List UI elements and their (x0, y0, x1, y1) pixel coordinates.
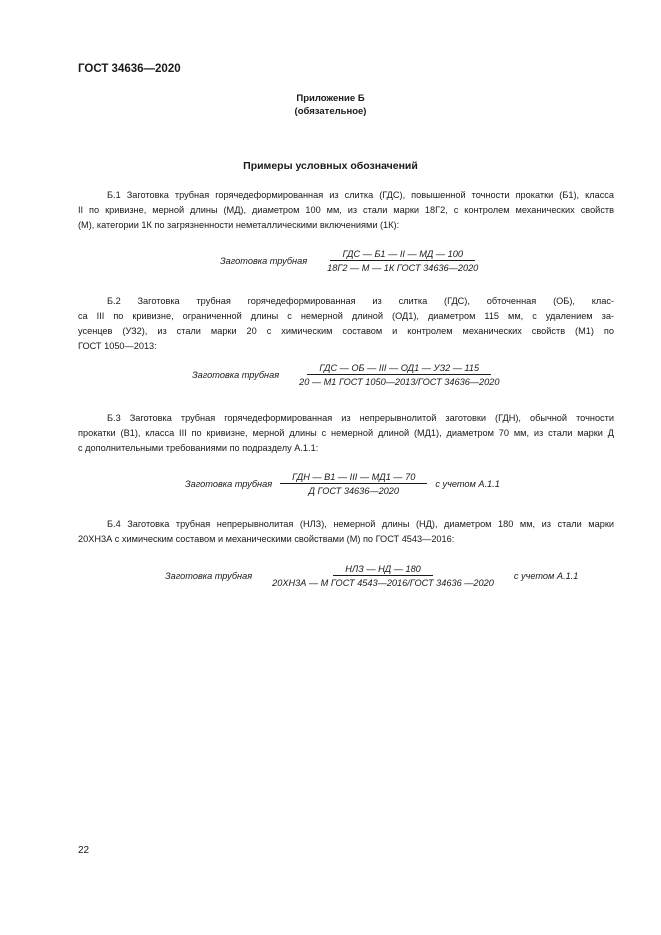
formula-numerator: НЛЗ — НД — 180 (333, 564, 433, 576)
formula-denominator: 18Г2 — М — 1К ГОСТ 34636—2020 (327, 263, 479, 273)
paragraph-line: Б.2 Заготовка трубная горячедеформированная из слитка (ГДС), обточенная (ОБ), клас- (107, 296, 614, 306)
formula-b4 (165, 564, 578, 588)
formula-suffix: с учетом А.1.1 (513, 571, 579, 581)
document-code-header: ГОСТ 34636—2020 (78, 63, 181, 75)
formula-numerator: ГДС — ОБ — III — ОД1 — УЗ2 — 115 (307, 363, 491, 375)
paragraph-line: 20ХН3А с химическим составом и механическими свойствами (М) по ГОСТ 4543—2016: (78, 534, 455, 544)
formula-suffix: с учетом А.1.1 (435, 479, 500, 489)
paragraph-line: Б.1 Заготовка трубная горячедеформированная из слитка (ГДС), повышенной точности прокатки (Б1), класса (107, 190, 614, 200)
formula-fraction (280, 472, 427, 496)
paragraph-b2 (78, 294, 614, 354)
appendix-subtitle: (обязательное) (294, 106, 367, 117)
formula-b1 (220, 249, 490, 273)
formula-b2 (192, 363, 511, 387)
formula-b3 (185, 472, 500, 496)
paragraph-line: са III по кривизне, ограниченной длины с немерной длиной (ОД1), диаметром 115 мм, с удалением за- (78, 311, 614, 321)
formula-fraction (260, 564, 506, 588)
paragraph-line: с дополнительными требованиями по подразделу А.1.1: (78, 443, 319, 453)
paragraph-b4 (78, 517, 614, 547)
appendix-heading (0, 92, 661, 118)
formula-label: Заготовка трубная (220, 256, 308, 266)
paragraph-b1 (78, 188, 614, 233)
formula-label: Заготовка трубная (192, 370, 280, 380)
paragraph-line: ГОСТ 1050—2013: (78, 341, 157, 351)
appendix-title: Приложение Б (296, 93, 365, 104)
paragraph-line: усенцев (УЗ2), из стали марки 20 с химическим составом и контролем механических свойств (М1) по (78, 326, 614, 336)
formula-label: Заготовка трубная (185, 479, 273, 489)
paragraph-line: II по кривизне, мерной длины (МД), диаметром 100 мм, из стали марки 18Г2, с контролем механических свойств (78, 205, 614, 215)
formula-fraction (315, 249, 490, 273)
paragraph-b3 (78, 411, 614, 456)
formula-denominator: 20 — М1 ГОСТ 1050—2013/ГОСТ 34636—2020 (299, 377, 500, 387)
section-title: Примеры условных обозначений (243, 160, 418, 172)
paragraph-line: Б.4 Заготовка трубная непрерывнолитая (НЛЗ), немерной длины (НД), диаметром 180 мм, из стали марки (107, 519, 614, 529)
formula-fraction (287, 363, 511, 387)
paragraph-line: прокатки (В1), класса III по кривизне, мерной длины с немерной длиной (МД1), диаметром 70 мм, из стали марки Д (78, 428, 614, 438)
formula-denominator: 20ХН3А — М ГОСТ 4543—2016/ГОСТ 34636 —2020 (272, 578, 494, 588)
paragraph-line: (М), категории 1К по загрязненности неметаллическими включениями (1К): (78, 220, 400, 230)
formula-denominator: Д ГОСТ 34636—2020 (308, 486, 400, 496)
paragraph-line: Б.3 Заготовка трубная горячедеформированная из непрерывнолитой заготовки (ГДН), обычной точности (107, 413, 614, 423)
formula-numerator: ГДС — Б1 — II — МД — 100 (330, 249, 475, 261)
formula-numerator: ГДН — В1 — III — МД1 — 70 (280, 472, 427, 484)
page-number: 22 (78, 845, 90, 856)
formula-label: Заготовка трубная (165, 571, 253, 581)
